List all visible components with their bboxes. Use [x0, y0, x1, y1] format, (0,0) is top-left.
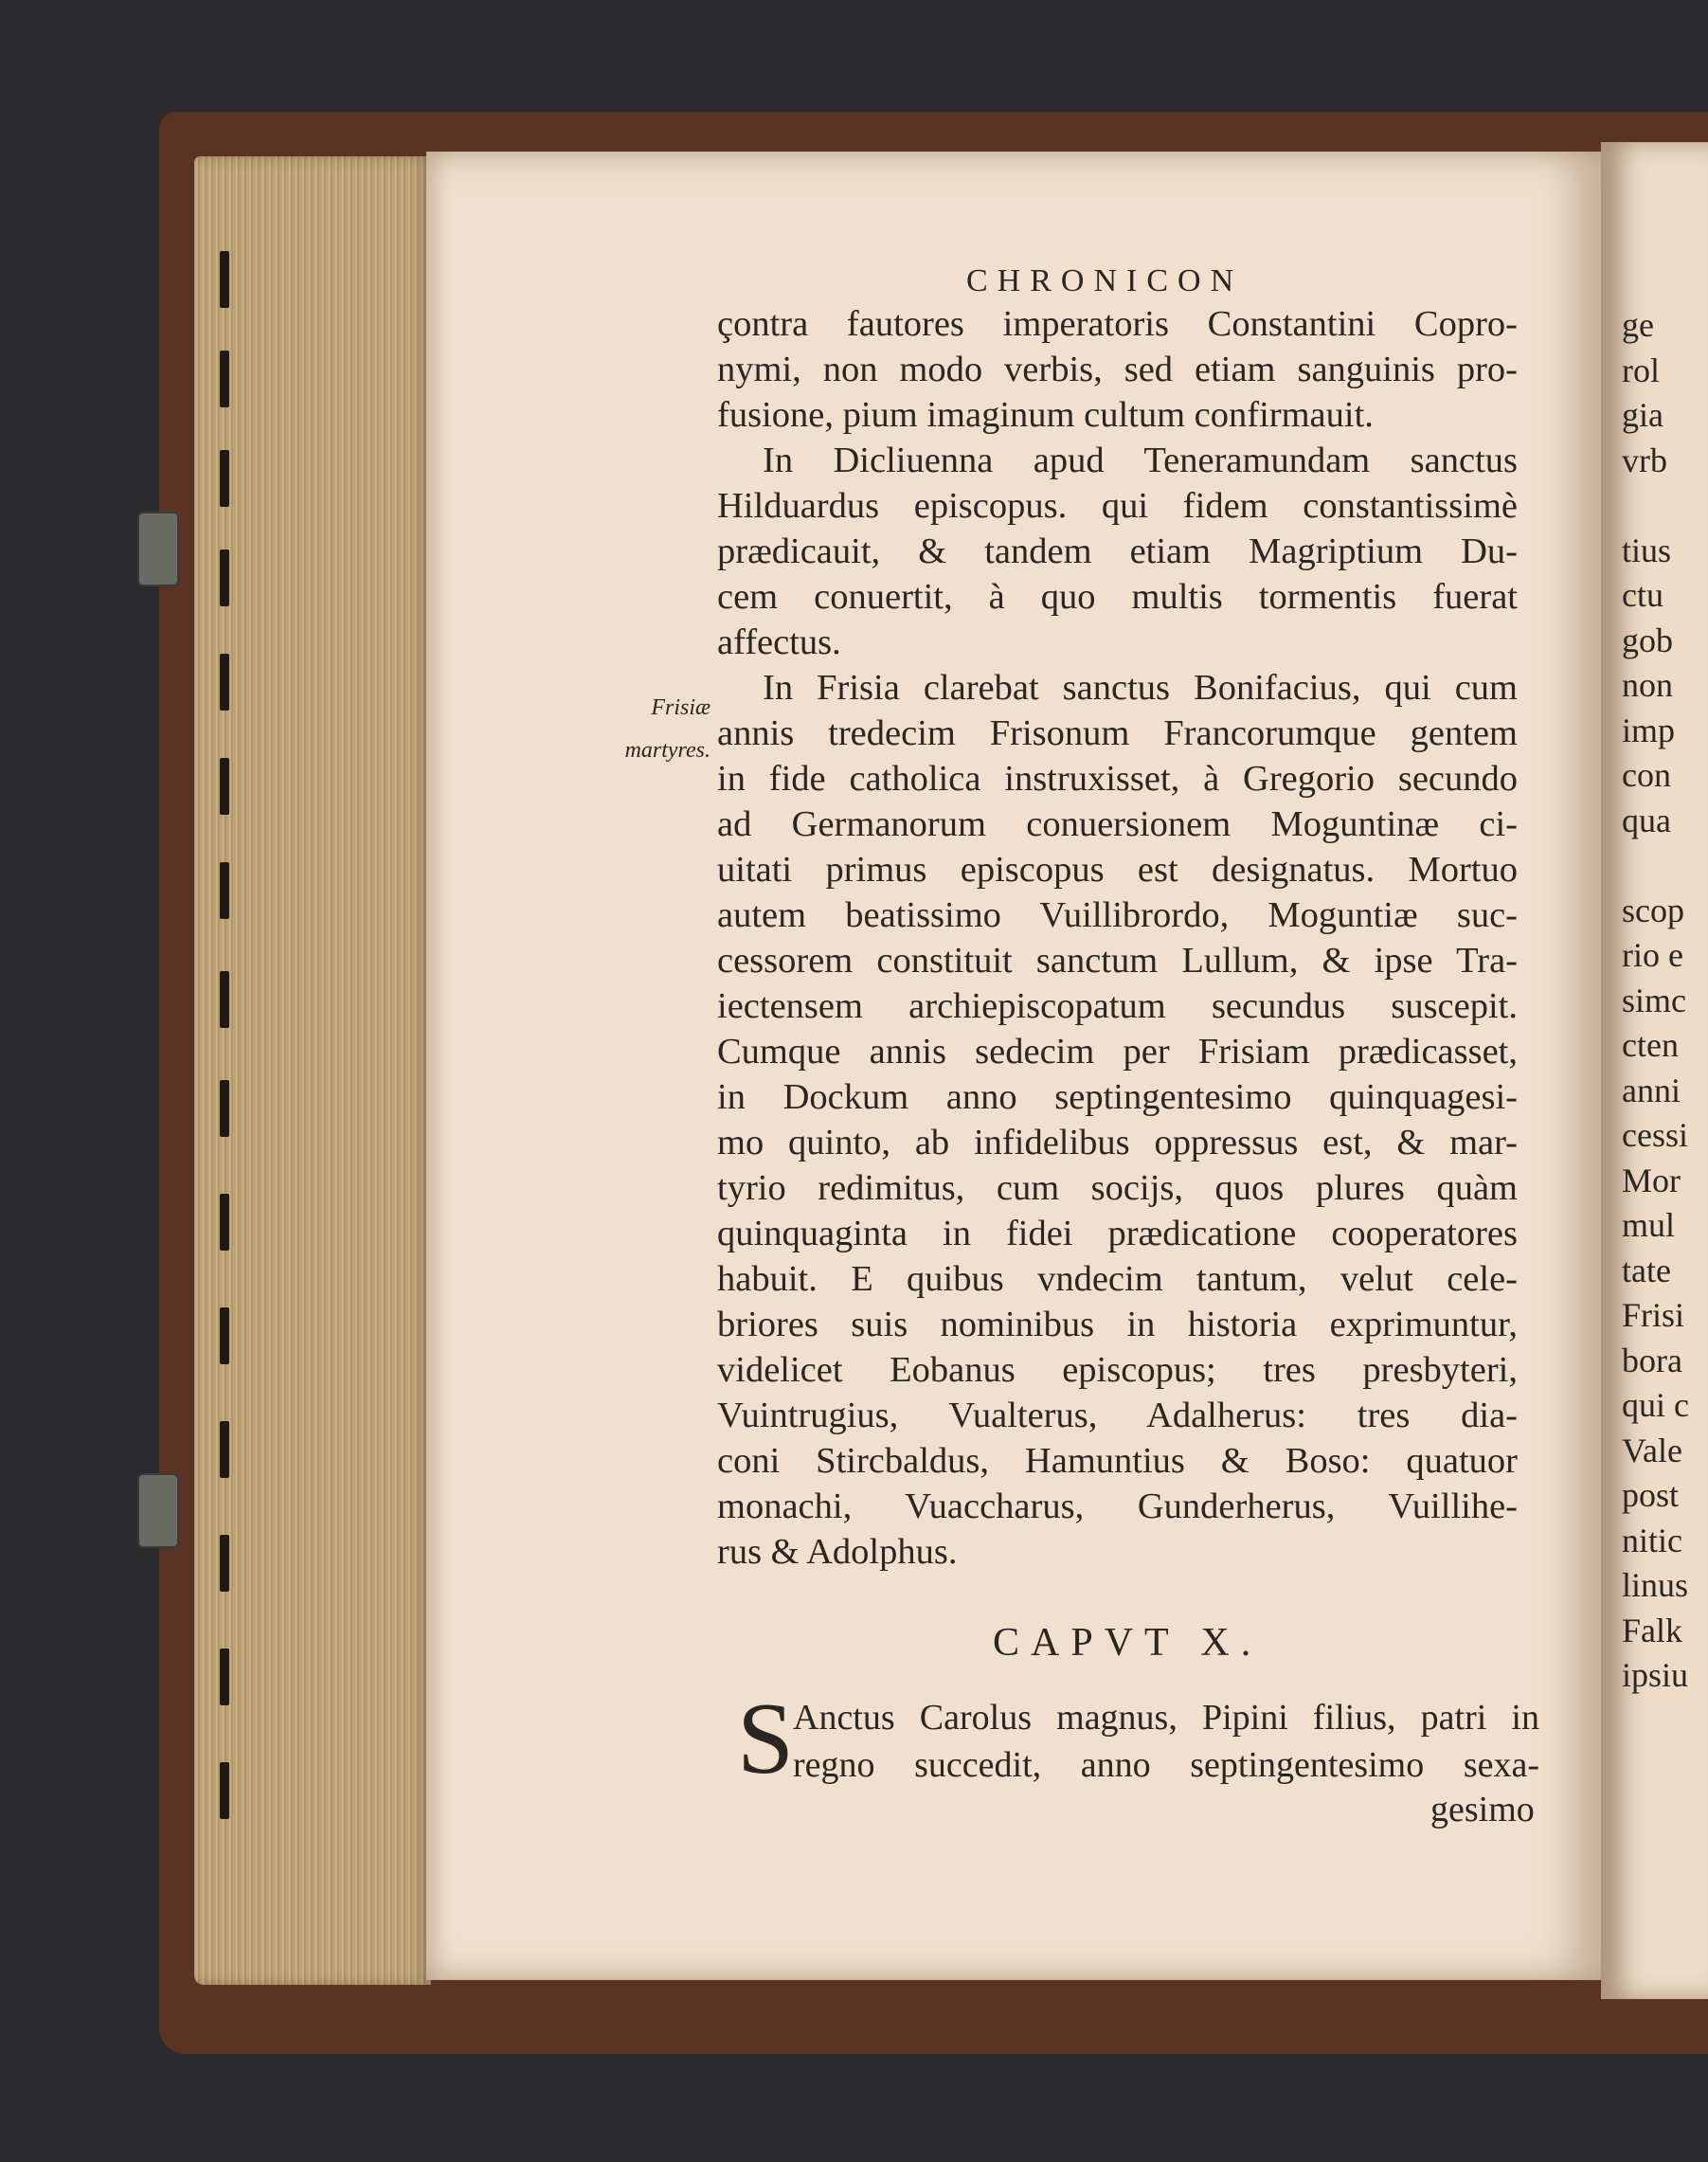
chapter-text: [744, 1694, 1539, 1789]
next-page-fragment: scop: [1622, 891, 1684, 929]
chapter-line: Anctus Carolus magnus, Pipini filius, patri in: [793, 1698, 1539, 1738]
text-line: tyrio redimitus, cum socijs, quos plures quàm: [717, 1168, 1518, 1208]
next-page-fragment: post: [1622, 1476, 1680, 1514]
text-line: prædicauit, & tandem etiam Magriptium Du-: [717, 531, 1518, 571]
tab-marker: [220, 1762, 229, 1819]
next-page-fragment: ge: [1622, 306, 1654, 344]
tab-marker: [220, 654, 229, 711]
right-page-edge: [1601, 142, 1708, 1999]
next-page-fragment: [1622, 483, 1689, 529]
text-line: quinquaginta in fidei prædicatione cooperatores: [717, 1214, 1518, 1253]
text-line: cem conuertit, à quo multis tormentis fuerat: [717, 577, 1518, 617]
chapter-line: regno succedit, anno septingentesimo sexa-: [793, 1745, 1539, 1785]
margin-note: [568, 687, 710, 772]
tab-marker: [220, 758, 229, 815]
text-line: fusione, pium imaginum cultum confirmauit.: [717, 395, 1374, 435]
tab-marker: [220, 971, 229, 1028]
tab-marker: [220, 1421, 229, 1478]
next-page-fragment: cten: [1622, 1026, 1679, 1064]
next-page-fragment: cessi: [1622, 1116, 1688, 1154]
text-line: In Dicliuenna apud Teneramundam sanctus: [763, 441, 1518, 480]
text-line: nymi, non modo verbis, sed etiam sanguinis pro-: [717, 350, 1518, 389]
next-page-fragment: simc: [1622, 981, 1686, 1019]
next-page-fragment: anni: [1622, 1071, 1681, 1109]
text-line: In Frisia clarebat sanctus Bonifacius, qui cum: [763, 668, 1518, 708]
next-page-fragment: mul: [1622, 1206, 1676, 1244]
text-line: iectensem archiepiscopatum secundus suscepit.: [717, 986, 1518, 1026]
running-head: CHRONICON: [966, 263, 1244, 298]
tab-marker: [220, 550, 229, 606]
tab-marker: [220, 351, 229, 407]
text-line: Cumque annis sedecim per Frisiam prædicasset,: [717, 1032, 1518, 1072]
next-page-fragment: imp: [1622, 711, 1676, 749]
clasp-upper: [137, 512, 179, 586]
text-line: habuit. E quibus vndecim tantum, velut cele-: [717, 1259, 1518, 1299]
next-page-fragment: ctu: [1622, 576, 1663, 614]
tab-marker: [220, 1535, 229, 1592]
text-line: rus & Adolphus.: [717, 1532, 958, 1572]
next-page-fragment: [1622, 843, 1689, 889]
text-line: çontra fautores imperatoris Constantini Copro-: [717, 304, 1518, 344]
text-line: in fide catholica instruxisset, à Gregorio secundo: [717, 759, 1518, 799]
tab-marker: [220, 1080, 229, 1137]
tab-marker: [220, 1194, 229, 1251]
text-line: coni Stircbaldus, Hamuntius & Boso: quatuor: [717, 1441, 1518, 1481]
body-text: [717, 301, 1518, 1575]
tab-marker: [220, 1649, 229, 1705]
chapter-title: CAPVT X.: [993, 1621, 1263, 1665]
text-line: affectus.: [717, 622, 841, 662]
text-line: annis tredecim Frisonum Francorumque gentem: [717, 713, 1518, 753]
next-page-fragment: Falk: [1622, 1611, 1683, 1649]
next-page-fragment: tate: [1622, 1251, 1671, 1289]
next-page-fragment: gia: [1622, 396, 1663, 434]
next-page-fragment: bora: [1622, 1341, 1682, 1379]
text-line: briores suis nominibus in historia exprimuntur,: [717, 1305, 1518, 1344]
text-line: monachi, Vuaccharus, Gunderherus, Vuillihe-: [717, 1486, 1518, 1526]
clasp-lower: [137, 1473, 179, 1548]
text-line: Hilduardus episcopus. qui fidem constantissimè: [717, 486, 1518, 526]
tab-marker: [220, 450, 229, 507]
next-page-fragment: Mor: [1622, 1161, 1681, 1199]
text-line: uitati primus episcopus est designatus. Mortuo: [717, 850, 1518, 890]
margin-note-line: Frisiæ: [651, 695, 710, 720]
drop-cap: S: [737, 1683, 795, 1795]
next-page-fragment: rol: [1622, 351, 1660, 389]
next-page-fragment: ipsiu: [1622, 1656, 1689, 1694]
next-page-fragment: gob: [1622, 621, 1673, 659]
catchword: gesimo: [1430, 1790, 1535, 1829]
margin-note-line: martyres.: [624, 738, 710, 763]
next-page-fragment: linus: [1622, 1566, 1689, 1604]
tab-marker: [220, 862, 229, 919]
next-page-fragment: tius: [1622, 531, 1672, 569]
text-line: ad Germanorum conuersionem Moguntinæ ci-: [717, 804, 1518, 844]
next-page-fragment: qua: [1622, 801, 1671, 839]
page-edges: [194, 156, 431, 1985]
text-line: Vuintrugius, Vualterus, Adalherus: tres dia-: [717, 1396, 1518, 1435]
text-line: in Dockum anno septingentesimo quinquagesi-: [717, 1077, 1518, 1117]
tab-marker: [220, 251, 229, 308]
next-page-fragment: vrb: [1622, 441, 1667, 479]
tab-marker: [220, 1307, 229, 1364]
next-page-fragment: non: [1622, 666, 1673, 704]
text-line: videlicet Eobanus episcopus; tres presbyteri,: [717, 1350, 1518, 1390]
next-page-fragment: Vale: [1622, 1431, 1682, 1469]
next-page-fragment: Frisi: [1622, 1296, 1685, 1334]
next-page-fragment: nitic: [1622, 1521, 1682, 1559]
text-line: cessorem constituit sanctum Lullum, & ipse Tra-: [717, 941, 1518, 981]
next-page-fragment: qui c: [1622, 1386, 1689, 1424]
next-page-fragment: con: [1622, 756, 1671, 794]
next-page-fragment: rio e: [1622, 936, 1683, 974]
next-page-fragments: [1622, 303, 1689, 1699]
text-line: mo quinto, ab infidelibus oppressus est, & mar-: [717, 1123, 1518, 1162]
text-line: autem beatissimo Vuillibrordo, Moguntiæ suc-: [717, 895, 1518, 935]
